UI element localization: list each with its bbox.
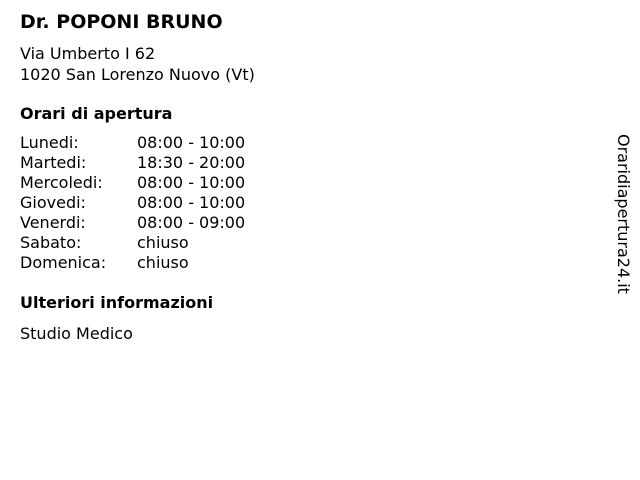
opening-hours-table [20, 133, 245, 273]
hours-time-value: chiuso [137, 253, 189, 272]
hours-day-label: Lunedi: [20, 133, 79, 152]
hours-row-sunday [20, 253, 245, 273]
hours-time-value: 08:00 - 10:00 [137, 133, 246, 152]
address-block [20, 43, 255, 85]
hours-time-value: 08:00 - 10:00 [137, 193, 246, 212]
more-info-heading: Ulteriori informazioni [20, 293, 214, 312]
hours-time-value: 08:00 - 10:00 [137, 173, 246, 192]
hours-time-value: chiuso [137, 233, 189, 252]
hours-row-wednesday [20, 173, 245, 193]
hours-day-label: Martedi: [20, 153, 87, 172]
hours-row-thursday [20, 193, 245, 213]
hours-day-label: Giovedi: [20, 193, 86, 212]
opening-hours-heading: Orari di apertura [20, 104, 173, 123]
hours-time-value: 18:30 - 20:00 [137, 153, 246, 172]
hours-day-label: Sabato: [20, 233, 82, 252]
hours-row-tuesday [20, 153, 245, 173]
address-street: Via Umberto I 62 [20, 44, 156, 63]
address-city: 1020 San Lorenzo Nuovo (Vt) [20, 65, 255, 84]
hours-row-monday [20, 133, 245, 153]
hours-day-label: Venerdi: [20, 213, 86, 232]
hours-day-label: Domenica: [20, 253, 107, 272]
hours-day-label: Mercoledi: [20, 173, 103, 192]
hours-row-friday [20, 213, 245, 233]
business-name: Dr. POPONI BRUNO [20, 11, 223, 33]
hours-row-saturday [20, 233, 245, 253]
hours-time-value: 08:00 - 09:00 [137, 213, 246, 232]
more-info-text: Studio Medico [20, 324, 133, 343]
site-watermark: Oraridiapertura24.it [614, 134, 633, 294]
